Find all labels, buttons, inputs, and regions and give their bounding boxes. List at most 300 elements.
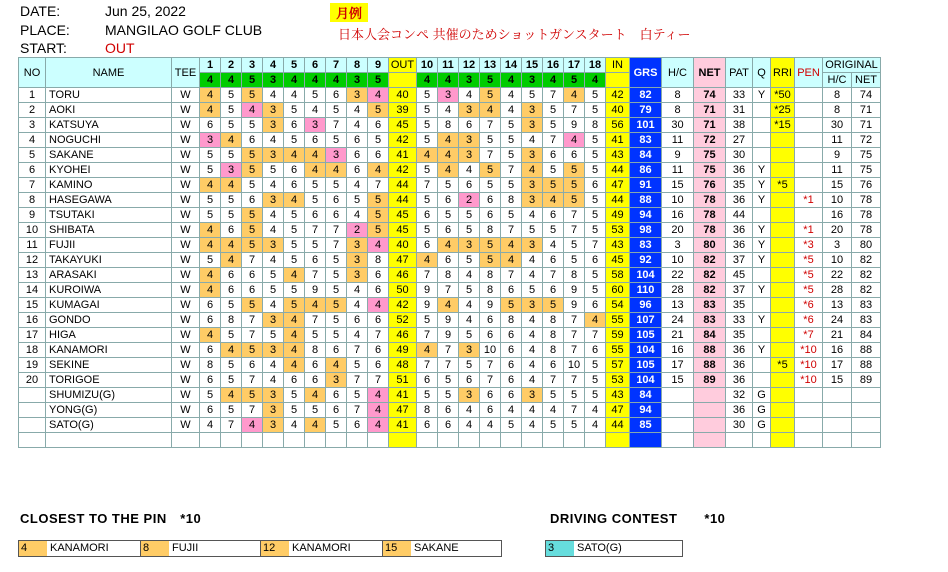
original-net: 89 (852, 373, 881, 388)
score-cell: 5 (326, 418, 347, 433)
score-cell: 4 (221, 343, 242, 358)
score-cell: 4 (221, 253, 242, 268)
score-cell: 6 (501, 388, 522, 403)
score-cell: 6 (347, 148, 368, 163)
net-score (694, 388, 726, 403)
rri-value: *5 (771, 358, 795, 373)
score-cell: 8 (480, 268, 501, 283)
scorecard-table (18, 57, 881, 448)
score-cell: 49 (606, 208, 630, 223)
score-cell: 4 (585, 313, 606, 328)
score-cell: 6 (305, 133, 326, 148)
handicap: 15 (662, 178, 694, 193)
score-cell (242, 433, 263, 448)
score-cell: 8 (438, 118, 459, 133)
score-cell (543, 433, 564, 448)
score-cell: 4 (263, 358, 284, 373)
par-cell: 5 (480, 73, 501, 88)
net-score: 82 (694, 268, 726, 283)
prize-winner: KANAMORI (292, 542, 351, 554)
putts: 30 (726, 418, 753, 433)
header-hole-16: 16 (543, 58, 564, 73)
original-net: 76 (852, 178, 881, 193)
handicap: 9 (662, 148, 694, 163)
penalty (795, 208, 823, 223)
score-cell: 4 (368, 238, 389, 253)
score-cell: 41 (389, 148, 417, 163)
original-hc: 10 (823, 193, 852, 208)
score-cell: 6 (459, 178, 480, 193)
net-score: 89 (694, 373, 726, 388)
score-cell: 4 (200, 103, 221, 118)
score-cell: 5 (284, 208, 305, 223)
score-cell: 6 (501, 328, 522, 343)
score-cell: 4 (305, 103, 326, 118)
table-row (19, 433, 881, 448)
table-row (19, 103, 881, 118)
score-cell: 4 (242, 418, 263, 433)
score-cell: 6 (417, 208, 438, 223)
score-cell: 8 (480, 283, 501, 298)
handicap: 16 (662, 343, 694, 358)
score-cell: 4 (200, 268, 221, 283)
header-original: ORIGINAL (823, 58, 881, 73)
score-cell: 3 (326, 148, 347, 163)
score-cell: 6 (585, 253, 606, 268)
score-cell: 3 (263, 118, 284, 133)
score-cell: 6 (347, 313, 368, 328)
table-row (19, 283, 881, 298)
table-row (19, 388, 881, 403)
score-cell: 5 (585, 358, 606, 373)
start-label: START: (20, 40, 67, 56)
penalty: *3 (795, 238, 823, 253)
rri-value: *5 (771, 178, 795, 193)
net-score: 72 (694, 133, 726, 148)
score-cell: 5 (200, 193, 221, 208)
original-hc: 15 (823, 178, 852, 193)
score-cell: 8 (438, 268, 459, 283)
penalty (795, 433, 823, 448)
player-no: 15 (19, 298, 46, 313)
score-cell: 5 (326, 103, 347, 118)
gross-score: 101 (630, 118, 662, 133)
score-cell (522, 433, 543, 448)
score-cell: 3 (459, 133, 480, 148)
score-cell: 5 (221, 208, 242, 223)
original-hc: 30 (823, 118, 852, 133)
par-cell: 4 (417, 73, 438, 88)
score-cell: 7 (368, 178, 389, 193)
score-cell: 4 (438, 103, 459, 118)
qualifier (753, 328, 771, 343)
player-name: KATSUYA (46, 118, 172, 133)
score-cell: 43 (606, 388, 630, 403)
rri-value (771, 133, 795, 148)
gross-score: 110 (630, 283, 662, 298)
score-cell: 5 (221, 118, 242, 133)
score-cell: 60 (606, 283, 630, 298)
score-cell: 5 (305, 238, 326, 253)
gross-score: 79 (630, 103, 662, 118)
table-row (19, 223, 881, 238)
rri-value: *15 (771, 118, 795, 133)
table-row (19, 343, 881, 358)
place-label: PLACE: (20, 22, 70, 38)
score-cell: 5 (368, 103, 389, 118)
score-cell: 6 (417, 418, 438, 433)
score-cell: 5 (221, 373, 242, 388)
prize-entry (545, 540, 683, 557)
score-cell: 6 (480, 208, 501, 223)
score-cell: 2 (347, 223, 368, 238)
score-cell: 4 (263, 133, 284, 148)
original-hc: 8 (823, 103, 852, 118)
rri-value (771, 208, 795, 223)
putts: 37 (726, 283, 753, 298)
par-cell: 4 (200, 73, 221, 88)
score-cell: 3 (522, 118, 543, 133)
score-cell: 5 (305, 403, 326, 418)
score-cell: 5 (564, 178, 585, 193)
net-score: 83 (694, 298, 726, 313)
player-name: AOKI (46, 103, 172, 118)
table-row (19, 358, 881, 373)
player-no: 14 (19, 283, 46, 298)
score-cell: 10 (480, 343, 501, 358)
score-cell: 4 (501, 253, 522, 268)
net-score: 75 (694, 163, 726, 178)
handicap: 3 (662, 238, 694, 253)
rri-value (771, 418, 795, 433)
putts: 36 (726, 193, 753, 208)
score-cell (221, 433, 242, 448)
header-hole-out: OUT (389, 58, 417, 73)
score-cell: 4 (459, 403, 480, 418)
putts: 32 (726, 388, 753, 403)
par-cell (389, 73, 417, 88)
par-cell: 4 (284, 73, 305, 88)
player-no: 2 (19, 103, 46, 118)
score-cell: 40 (606, 103, 630, 118)
handicap (662, 433, 694, 448)
header-name: NAME (46, 58, 172, 88)
header-hole-17: 17 (564, 58, 585, 73)
score-cell: 3 (263, 313, 284, 328)
original-net: 80 (852, 238, 881, 253)
qualifier: Y (753, 343, 771, 358)
score-cell: 41 (389, 388, 417, 403)
player-tee: W (172, 208, 200, 223)
score-cell: 5 (417, 193, 438, 208)
score-cell: 4 (438, 133, 459, 148)
original-net (852, 418, 881, 433)
score-cell (389, 433, 417, 448)
score-cell: 5 (543, 418, 564, 433)
score-cell: 4 (459, 298, 480, 313)
score-cell: 4 (200, 328, 221, 343)
score-cell: 7 (564, 223, 585, 238)
score-cell: 8 (221, 313, 242, 328)
rri-value (771, 268, 795, 283)
par-cell: 5 (368, 73, 389, 88)
score-cell: 4 (438, 238, 459, 253)
player-no: 13 (19, 268, 46, 283)
score-cell: 4 (501, 403, 522, 418)
score-cell: 5 (459, 208, 480, 223)
original-net (852, 403, 881, 418)
player-name: NOGUCHI (46, 133, 172, 148)
score-cell: 5 (501, 208, 522, 223)
penalty: *5 (795, 253, 823, 268)
score-cell: 5 (221, 148, 242, 163)
score-cell: 6 (242, 193, 263, 208)
rri-value (771, 343, 795, 358)
player-tee: W (172, 388, 200, 403)
qualifier: Y (753, 88, 771, 103)
score-cell: 49 (389, 343, 417, 358)
net-score: 75 (694, 148, 726, 163)
penalty (795, 148, 823, 163)
score-cell: 4 (368, 388, 389, 403)
score-cell: 3 (326, 373, 347, 388)
table-row (19, 118, 881, 133)
qualifier: Y (753, 193, 771, 208)
net-score: 78 (694, 223, 726, 238)
score-cell: 5 (543, 298, 564, 313)
score-cell: 4 (347, 328, 368, 343)
score-cell: 44 (389, 193, 417, 208)
score-cell: 5 (347, 358, 368, 373)
score-cell: 5 (585, 193, 606, 208)
original-hc: 11 (823, 163, 852, 178)
score-cell: 4 (200, 178, 221, 193)
original-net: 78 (852, 208, 881, 223)
player-tee: W (172, 298, 200, 313)
gross-score: 98 (630, 223, 662, 238)
score-cell: 46 (389, 328, 417, 343)
table-row (19, 133, 881, 148)
score-cell: 6 (284, 118, 305, 133)
score-cell: 5 (417, 133, 438, 148)
putts: 33 (726, 88, 753, 103)
player-name: TAKAYUKI (46, 253, 172, 268)
qualifier: Y (753, 178, 771, 193)
score-cell: 5 (585, 223, 606, 238)
score-cell: 4 (347, 178, 368, 193)
score-cell: 9 (564, 118, 585, 133)
player-no: 9 (19, 208, 46, 223)
score-cell: 5 (326, 133, 347, 148)
score-cell: 3 (522, 178, 543, 193)
date-label: DATE: (20, 3, 61, 19)
score-cell: 4 (522, 328, 543, 343)
place-value: MANGILAO GOLF CLUB (105, 22, 263, 38)
score-cell: 5 (522, 88, 543, 103)
original-net: 88 (852, 358, 881, 373)
score-cell: 4 (438, 298, 459, 313)
putts: 36 (726, 343, 753, 358)
score-cell: 4 (480, 103, 501, 118)
score-cell: 6 (501, 358, 522, 373)
score-cell: 53 (606, 373, 630, 388)
net-score: 71 (694, 118, 726, 133)
score-cell: 4 (284, 418, 305, 433)
qualifier (753, 133, 771, 148)
score-cell: 50 (389, 283, 417, 298)
score-cell: 5 (200, 148, 221, 163)
score-cell: 6 (221, 283, 242, 298)
score-cell: 40 (389, 238, 417, 253)
score-cell: 3 (522, 103, 543, 118)
qualifier: Y (753, 238, 771, 253)
score-cell: 9 (417, 283, 438, 298)
player-no: 10 (19, 223, 46, 238)
score-cell: 6 (459, 118, 480, 133)
score-cell: 4 (522, 253, 543, 268)
score-cell: 6 (326, 88, 347, 103)
score-cell: 6 (326, 388, 347, 403)
score-cell: 55 (606, 343, 630, 358)
score-cell: 5 (263, 163, 284, 178)
score-cell: 5 (326, 283, 347, 298)
score-cell: 4 (368, 418, 389, 433)
score-cell: 5 (284, 298, 305, 313)
score-cell: 3 (305, 118, 326, 133)
score-cell: 4 (501, 103, 522, 118)
score-cell: 6 (305, 208, 326, 223)
score-cell: 6 (368, 358, 389, 373)
score-cell: 4 (326, 358, 347, 373)
score-cell: 7 (347, 403, 368, 418)
player-name: FUJII (46, 238, 172, 253)
score-cell (417, 433, 438, 448)
score-cell: 6 (543, 358, 564, 373)
score-cell: 5 (543, 178, 564, 193)
qualifier: Y (753, 223, 771, 238)
score-cell: 5 (417, 388, 438, 403)
gross-score: 107 (630, 313, 662, 328)
rri-value (771, 193, 795, 208)
score-cell: 6 (480, 403, 501, 418)
score-cell: 4 (200, 238, 221, 253)
player-no (19, 418, 46, 433)
table-row (19, 418, 881, 433)
score-cell: 8 (585, 118, 606, 133)
score-cell: 4 (263, 178, 284, 193)
score-cell: 5 (284, 403, 305, 418)
original-net: 83 (852, 298, 881, 313)
original-net: 71 (852, 103, 881, 118)
header-original-hc: H/C (823, 73, 852, 88)
net-score: 88 (694, 358, 726, 373)
score-cell: 5 (564, 418, 585, 433)
penalty: *10 (795, 358, 823, 373)
score-cell: 4 (200, 88, 221, 103)
player-tee: W (172, 238, 200, 253)
gross-score: 84 (630, 388, 662, 403)
score-cell: 5 (284, 283, 305, 298)
score-cell: 5 (368, 223, 389, 238)
prize-winner: SAKANE (414, 542, 459, 554)
score-cell: 6 (200, 403, 221, 418)
score-cell: 4 (522, 373, 543, 388)
score-cell: 6 (438, 253, 459, 268)
score-cell: 7 (438, 283, 459, 298)
score-cell: 5 (585, 133, 606, 148)
score-cell: 3 (522, 193, 543, 208)
player-no: 3 (19, 118, 46, 133)
net-score: 88 (694, 343, 726, 358)
score-cell: 7 (585, 328, 606, 343)
score-cell: 52 (389, 313, 417, 328)
score-cell: 6 (438, 418, 459, 433)
gross-score: 86 (630, 163, 662, 178)
score-cell: 4 (263, 253, 284, 268)
score-cell: 4 (459, 313, 480, 328)
score-cell: 4 (501, 238, 522, 253)
score-cell: 59 (606, 328, 630, 343)
score-cell: 5 (221, 403, 242, 418)
score-cell: 6 (480, 193, 501, 208)
original-hc: 22 (823, 268, 852, 283)
putts: 36 (726, 373, 753, 388)
score-cell (200, 433, 221, 448)
qualifier: Y (753, 313, 771, 328)
score-cell: 7 (242, 328, 263, 343)
header-hole-4: 4 (263, 58, 284, 73)
score-cell: 8 (305, 343, 326, 358)
header-hc: H/C (662, 58, 694, 88)
gross-score (630, 433, 662, 448)
score-cell: 6 (501, 343, 522, 358)
rri-value (771, 388, 795, 403)
score-cell: 5 (417, 103, 438, 118)
score-cell: 5 (242, 388, 263, 403)
score-cell: 4 (543, 403, 564, 418)
player-no: 17 (19, 328, 46, 343)
score-cell: 6 (543, 148, 564, 163)
score-cell: 5 (585, 163, 606, 178)
player-tee: W (172, 118, 200, 133)
player-no (19, 433, 46, 448)
score-cell: 4 (305, 163, 326, 178)
score-cell: 6 (368, 118, 389, 133)
monthly-badge: 月例 (330, 3, 368, 22)
score-cell: 5 (326, 253, 347, 268)
handicap: 15 (662, 373, 694, 388)
player-name: HASEGAWA (46, 193, 172, 208)
score-cell (347, 433, 368, 448)
rri-value (771, 328, 795, 343)
event-description: 日本人会コンペ 共催のためショットガンスタート 白ティー (338, 27, 691, 42)
score-cell: 5 (305, 88, 326, 103)
score-cell: 5 (417, 313, 438, 328)
gross-score: 92 (630, 253, 662, 268)
score-cell (368, 433, 389, 448)
score-cell: 6 (200, 373, 221, 388)
header-hole-8: 8 (347, 58, 368, 73)
score-cell: 6 (305, 373, 326, 388)
score-cell: 7 (347, 373, 368, 388)
score-cell: 3 (263, 388, 284, 403)
score-cell: 4 (417, 343, 438, 358)
player-tee (172, 433, 200, 448)
header-hole-7: 7 (326, 58, 347, 73)
score-cell: 6 (480, 388, 501, 403)
score-cell: 6 (585, 178, 606, 193)
score-cell: 8 (200, 358, 221, 373)
